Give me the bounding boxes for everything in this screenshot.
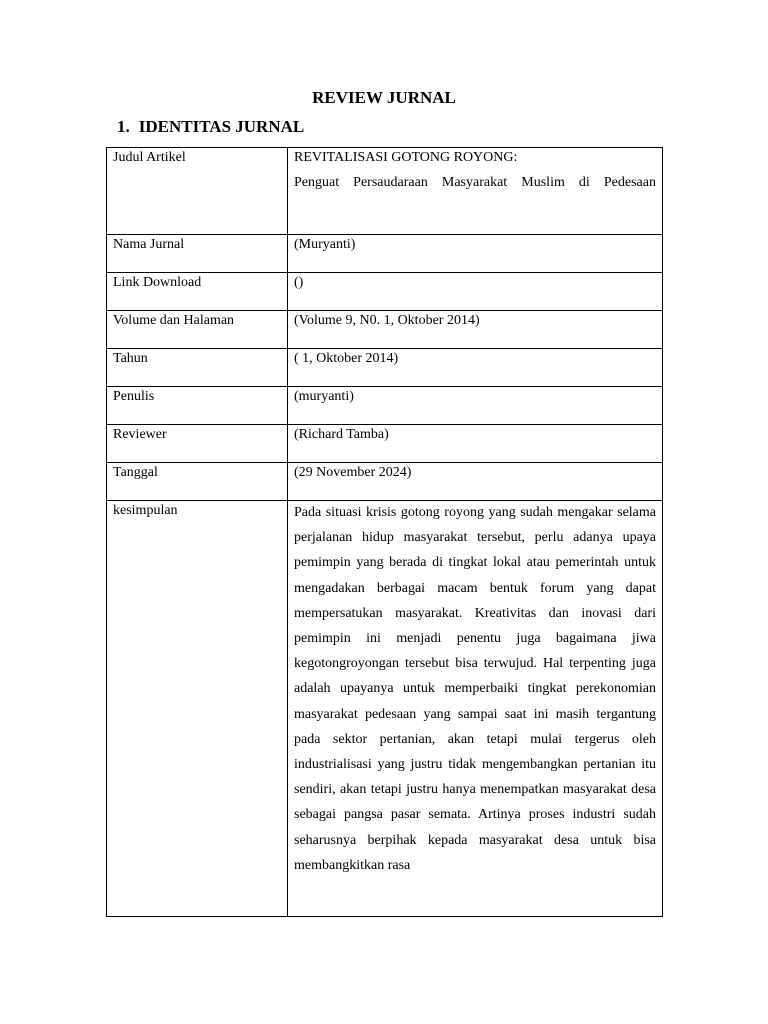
table-row-penulis — [107, 387, 663, 425]
row-label: Penulis — [113, 389, 155, 404]
table-row-volume-halaman — [107, 311, 663, 349]
table-row-link-download — [107, 273, 663, 311]
table-label-cell — [107, 273, 288, 311]
document-title: REVIEW JURNAL — [312, 88, 456, 107]
row-label: Judul Artikel — [113, 150, 186, 165]
table-value-cell — [288, 349, 663, 387]
row-value: ( 1, Oktober 2014) — [294, 351, 399, 366]
section-number: 1. — [117, 117, 130, 136]
table-label-cell — [107, 311, 288, 349]
row-value: () — [294, 275, 304, 290]
journal-identity-table — [106, 147, 663, 917]
article-title-subtitle: Penguat Persaudaraan Masyarakat Muslim di Pedesaan — [294, 175, 656, 190]
row-value: (Volume 9, N0. 1, Oktober 2014) — [294, 313, 480, 328]
table-row-tanggal — [107, 463, 663, 501]
row-label: Tahun — [113, 351, 148, 366]
section-title: IDENTITAS JURNAL — [138, 117, 305, 136]
table-label-cell — [107, 463, 288, 501]
table-row-judul-artikel — [107, 148, 663, 235]
table-value-cell — [288, 463, 663, 501]
row-value: (muryanti) — [294, 389, 354, 404]
table-label-cell — [107, 425, 288, 463]
table-row-nama-jurnal — [107, 235, 663, 273]
row-label: Reviewer — [113, 427, 167, 442]
row-label: kesimpulan — [113, 503, 178, 518]
table-label-cell — [107, 349, 288, 387]
row-value: (Richard Tamba) — [294, 427, 389, 442]
row-value: (Muryanti) — [294, 237, 356, 252]
table-label-cell — [107, 235, 288, 273]
row-label: Tanggal — [113, 465, 158, 480]
table-value-cell — [288, 387, 663, 425]
row-value: (29 November 2024) — [294, 465, 412, 480]
table-label-cell — [107, 501, 288, 917]
row-label: Nama Jurnal — [113, 237, 185, 252]
row-label: Volume dan Halaman — [113, 313, 235, 328]
table-value-cell — [288, 148, 663, 235]
article-title-main: REVITALISASI GOTONG ROYONG: — [294, 150, 518, 165]
row-label: Link Download — [113, 275, 202, 290]
table-value-cell — [288, 311, 663, 349]
section-heading — [117, 116, 304, 138]
table-label-cell — [107, 387, 288, 425]
table-row-reviewer — [107, 425, 663, 463]
table-row-kesimpulan — [107, 501, 663, 917]
table-row-tahun — [107, 349, 663, 387]
table-value-cell — [288, 273, 663, 311]
table-value-cell — [288, 501, 663, 917]
table-value-cell — [288, 425, 663, 463]
table-label-cell — [107, 148, 288, 235]
conclusion-paragraph: Pada situasi krisis gotong royong yang sudah mengakar selama perjalanan hidup masyarakat tersebut, perlu adanya upaya pemimpin yang berada di tingkat lokal atau pemerintah untuk mengadakan berbagai macam bentuk forum yang dapat mempersatukan masyarakat. Kreativitas dan inovasi dari pemimpin ini menjadi penentu juga bagaimana jiwa kegotongroyongan tersebut bisa terwujud. Hal terpenting juga adalah upayanya untuk memperbaiki tingkat perekonomian masyarakat pedesaan yang sampai saat ini masih tergantung pada sektor pertanian, akan tetapi mulai tergerus oleh industrialisasi yang justru tidak mengembangkan pertanian itu sendiri, akan tetapi justru hanya menempatkan masyarakat desa sebagai pangsa pasar semata. Artinya proses industri sudah seharusnya berpihak kepada masyarakat desa untuk bisa membangkitkan rasa — [294, 505, 656, 873]
table-value-cell — [288, 235, 663, 273]
